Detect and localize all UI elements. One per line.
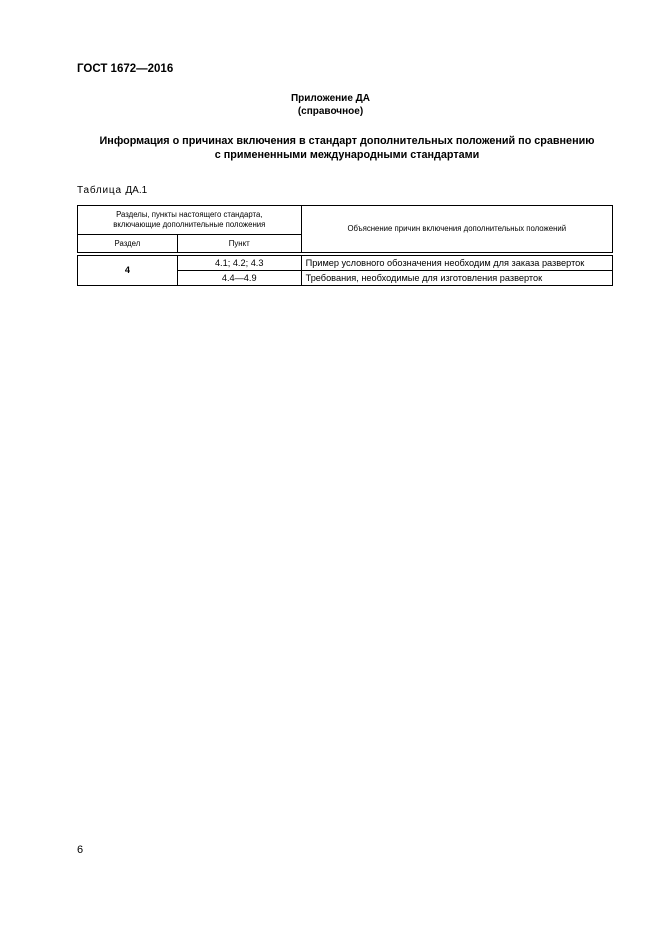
cell-clause: 4.4—4.9: [177, 271, 301, 286]
page-number: 6: [77, 844, 84, 856]
table-caption: [77, 185, 147, 196]
header-sections-group-line-1: Разделы, пункты настоящего стандарта,: [116, 210, 263, 219]
reasons-table: [77, 205, 613, 286]
table-caption-label: Таблица: [77, 185, 122, 196]
table-caption-number: ДА.1: [125, 185, 148, 196]
header-sections-group-line-2: включающие дополнительные положения: [113, 220, 266, 229]
info-title-line-1: Информация о причинах включения в стандарт дополнительных положений по сравнению: [99, 135, 595, 147]
cell-reason: Требования, необходимые для изготовления разверток: [301, 271, 612, 286]
annex-title: Приложение ДА: [290, 93, 371, 104]
table-row: [78, 256, 613, 271]
annex-heading: [0, 93, 661, 118]
annex-subtitle: (справочное): [297, 105, 364, 117]
info-title: [60, 134, 634, 162]
header-explanation: Объяснение причин включения дополнительных положений: [301, 206, 612, 253]
cell-reason: Пример условного обозначения необходим для заказа разверток: [301, 256, 612, 271]
cell-section: 4: [78, 256, 178, 286]
header-clause: Пункт: [177, 235, 301, 253]
info-title-line-2: с примененными международными стандартами: [214, 149, 480, 161]
header-section: Раздел: [78, 235, 178, 253]
header-sections-group: [78, 206, 302, 235]
document-code: ГОСТ 1672—2016: [77, 63, 174, 75]
cell-clause: 4.1; 4.2; 4.3: [177, 256, 301, 271]
